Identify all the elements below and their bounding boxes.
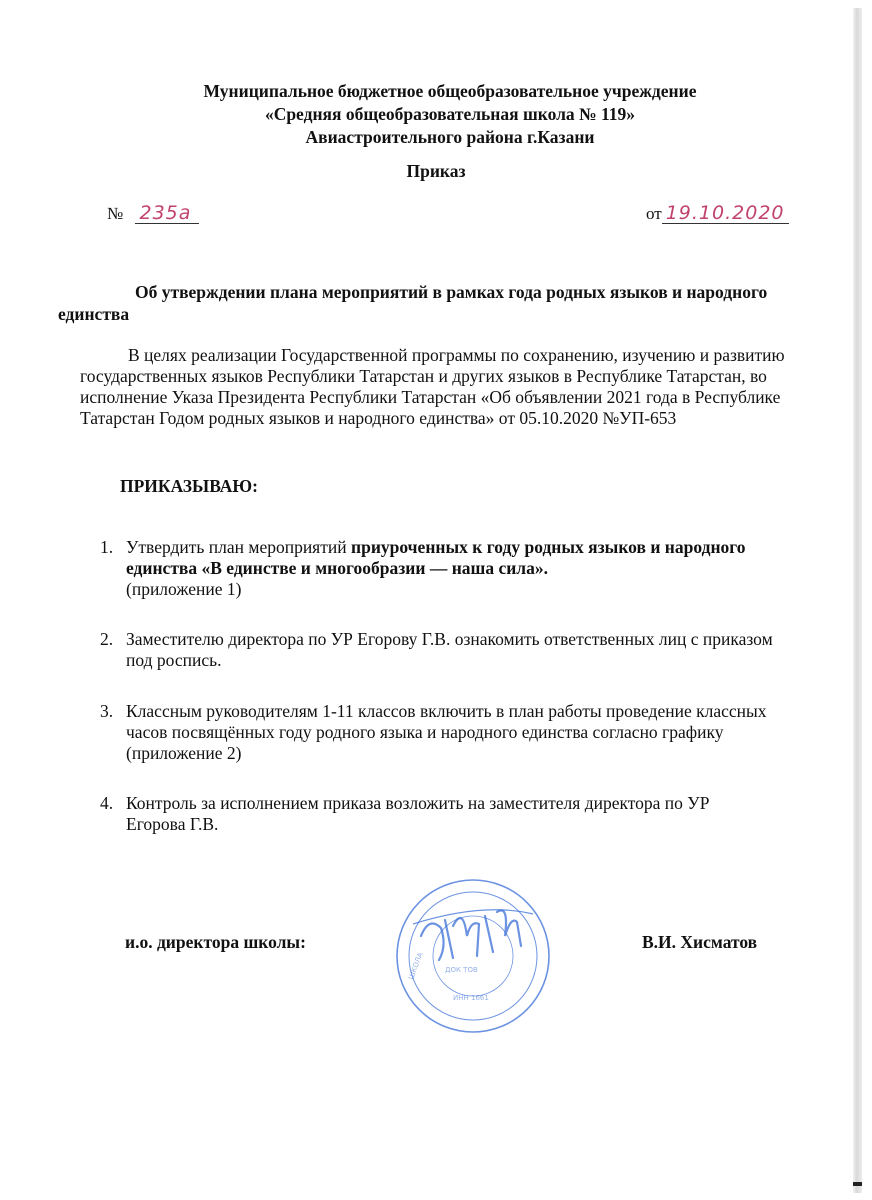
item-text-plain: Утвердить план мероприятий [126,537,351,557]
document-title: Приказ [406,161,466,181]
item-number: 3. [100,701,114,721]
order-subject: Об утверждении плана мероприятий в рамках года родных языков и народного единства [58,282,768,324]
item-number: 2. [100,629,114,649]
item-text: Контроль за исполнением приказа возложить на заместителя директора по УР Егорова Г.В. [126,793,710,834]
order-item [92,793,792,835]
item-text: Заместителю директора по УР Егорову Г.В. ознакомить ответственных лиц с приказом под роспись. [126,629,773,670]
signatory-name: В.И. Хисматов [642,932,758,952]
svg-text:ИНН 1661: ИНН 1661 [453,994,489,1002]
item-text: Классным руководителям 1-11 классов включить в план работы проведение классных часов посвящённых году родного языка и народного единства согласно графику (приложение 2) [126,701,767,763]
order-items [92,537,792,834]
svg-text:ШКОЛА: ШКОЛА [407,951,425,981]
order-number-label: № [107,204,124,223]
svg-text:ДОК ТОВ: ДОК ТОВ [445,966,478,974]
item-text-bold: приуроченных к году родных языков и народного единства «В единстве и многообразии — наша сила». [126,537,746,578]
header-line-1: Муниципальное бюджетное общеобразовательное учреждение [203,81,697,101]
order-item [92,701,792,764]
organization-header [60,80,840,149]
header-line-2: «Средняя общеобразовательная школа № 119» [264,104,636,124]
header-line-3: Авиастроительного района г.Казани [305,127,595,147]
scan-mark [853,1182,862,1186]
order-item [92,537,792,600]
scan-edge [853,8,862,1193]
order-date-value: 19.10.2020 [662,204,789,224]
order-date-label: от [646,204,662,223]
order-word: ПРИКАЗЫВАЮ: [120,476,258,496]
item-text-tail: (приложение 1) [126,579,242,599]
order-item [92,629,792,671]
item-number: 4. [100,793,114,813]
item-text [126,537,792,600]
order-number [107,204,199,224]
signatory-position: и.о. директора школы: [125,932,306,952]
preamble-paragraph: В целях реализации Государственной программы по сохранению, изучению и развитию государственных языков Республики Татарстан и других языков в Республике Татарстан, во исполнение Указа Президента Республики Татарстан «Об объявлении 2021 года в Республике Татарстан Годом родных языков и народного единства» от 05.10.2020 №УП-653 [80,345,785,428]
order-number-value: 235а [135,204,199,224]
order-date [646,204,789,224]
item-number: 1. [100,537,114,557]
school-stamp-icon [393,876,553,1036]
